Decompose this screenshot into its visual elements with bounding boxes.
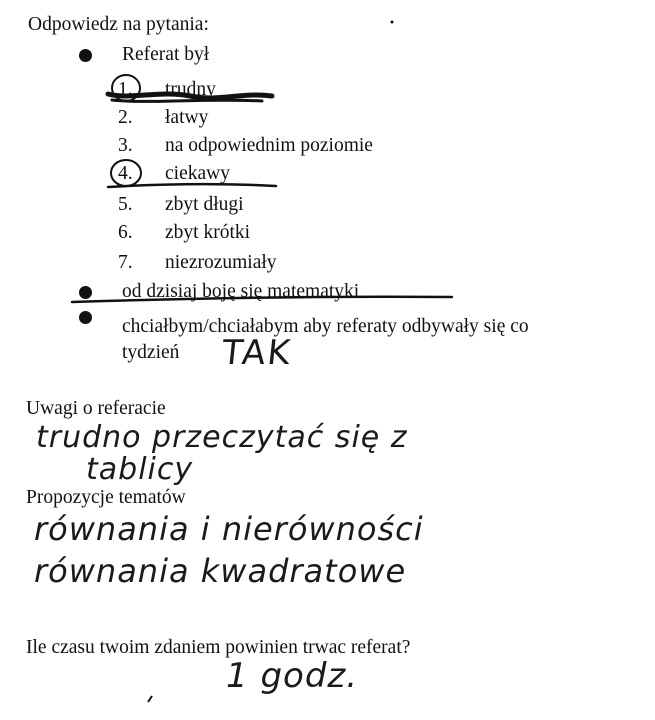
option-number: 1. — [118, 79, 133, 100]
handwritten-proposals-line1: równania i nierówności — [34, 510, 424, 548]
ink-scribble-trudny — [112, 100, 262, 101]
question-duration: Ile czasu twoim zdaniem powinien trwac referat? — [26, 637, 411, 658]
handwritten-answer-tak: TAK — [219, 333, 294, 373]
statement-fear-math: od dzisiaj boję się matematyki — [122, 281, 360, 302]
ink-underline-statement — [72, 297, 452, 302]
ink-dot — [391, 21, 394, 24]
option-label: ciekawy — [165, 163, 230, 184]
option-number: 6. — [118, 222, 133, 243]
option-label: łatwy — [165, 107, 209, 128]
option-label: trudny — [165, 79, 216, 100]
option-label: na odpowiednim poziomie — [165, 135, 373, 156]
handwritten-remarks-line2: tablicy — [86, 452, 194, 487]
survey-header: Odpowiedz na pytania: — [28, 14, 209, 35]
remarks-label: Uwagi o referacie — [26, 398, 166, 419]
option-label: zbyt długi — [165, 194, 244, 215]
question-weekly-line1: chciałbym/chciałabym aby referaty odbywały się co — [122, 316, 529, 337]
ink-scribble-trudny — [108, 94, 272, 98]
option-number: 3. — [118, 135, 133, 156]
ink-underline-ciekawy — [108, 184, 276, 187]
option-number: 7. — [118, 252, 133, 273]
ink-circle-option-4 — [111, 160, 141, 186]
option-label: niezrozumiały — [165, 252, 277, 273]
option-number: 4. — [118, 163, 133, 184]
question-referat-label: Referat był — [122, 44, 210, 65]
handwritten-proposals-line2: równania kwadratowe — [34, 552, 407, 590]
topic-proposals-label: Propozycje tematów — [26, 487, 186, 508]
option-number: 2. — [118, 107, 133, 128]
ink-tick — [148, 696, 152, 702]
handwritten-remarks-line1: trudno przeczytać się z — [36, 420, 408, 455]
option-number: 5. — [118, 194, 133, 215]
option-label: zbyt krótki — [165, 222, 251, 243]
question-weekly-line2: tydzień — [122, 342, 180, 363]
handwritten-answer-duration: 1 godz. — [226, 656, 359, 696]
